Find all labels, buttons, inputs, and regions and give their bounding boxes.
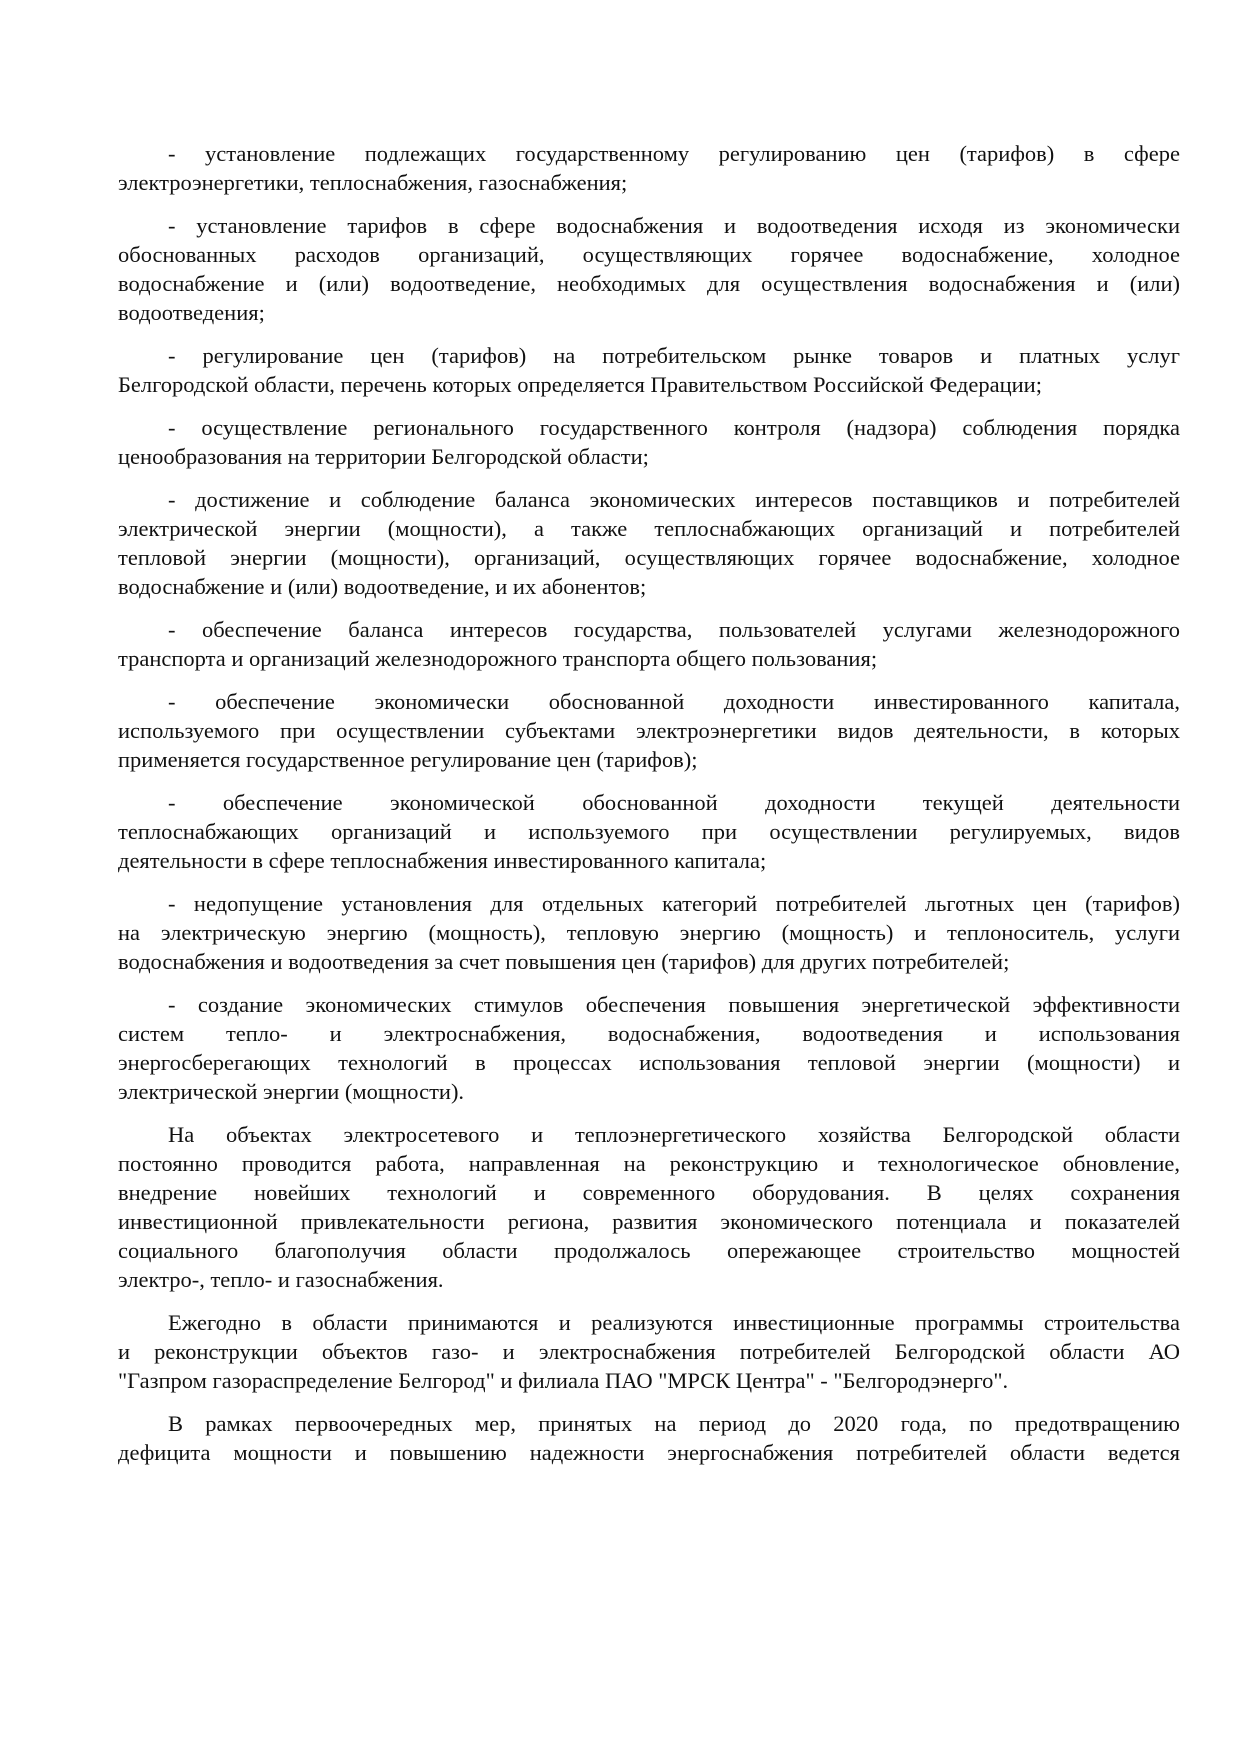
text-line: - обеспечение экономической обоснованной доходности текущей деятельности xyxy=(168,790,1180,815)
paragraph xyxy=(118,413,1180,471)
text-line: Ежегодно в области принимаются и реализуются инвестиционные программы строительства xyxy=(168,1310,1180,1335)
text-line: - установление подлежащих государственному регулированию цен (тарифов) в сфере xyxy=(168,141,1180,166)
text-line: ценообразования на территории Белгородской области; xyxy=(118,444,649,469)
text-line: тепловой энергии (мощности), организаций, осуществляющих горячее водоснабжение, холодное xyxy=(118,545,1180,570)
text-line: применяется государственное регулирование цен (тарифов); xyxy=(118,747,698,772)
text-line: - регулирование цен (тарифов) на потребительском рынке товаров и платных услуг xyxy=(168,343,1180,368)
text-line: - недопущение установления для отдельных категорий потребителей льготных цен (тарифов) xyxy=(168,891,1180,916)
paragraph xyxy=(118,615,1180,673)
text-line: электрической энергии (мощности), а также теплоснабжающих организаций и потребителей xyxy=(118,516,1180,541)
text-line: обоснованных расходов организаций, осуществляющих горячее водоснабжение, холодное xyxy=(118,242,1180,267)
text-line: внедрение новейших технологий и современного оборудования. В целях сохранения xyxy=(118,1180,1180,1205)
paragraph xyxy=(118,485,1180,601)
paragraph xyxy=(118,211,1180,327)
text-line: - установление тарифов в сфере водоснабжения и водоотведения исходя из экономически xyxy=(168,213,1180,238)
text-line: теплоснабжающих организаций и используемого при осуществлении регулируемых, видов xyxy=(118,819,1180,844)
paragraph xyxy=(118,889,1180,976)
text-line: транспорта и организаций железнодорожного транспорта общего пользования; xyxy=(118,646,878,671)
text-line: - обеспечение баланса интересов государства, пользователей услугами железнодорожного xyxy=(168,617,1180,642)
paragraph xyxy=(118,990,1180,1106)
text-line: инвестиционной привлекательности региона, развития экономического потенциала и показателей xyxy=(118,1209,1180,1234)
paragraph xyxy=(118,341,1180,399)
text-line: На объектах электросетевого и теплоэнергетического хозяйства Белгородской области xyxy=(168,1122,1180,1147)
paragraph xyxy=(118,1120,1180,1294)
text-line: - создание экономических стимулов обеспечения повышения энергетической эффективности xyxy=(168,992,1180,1017)
text-line: - осуществление регионального государственного контроля (надзора) соблюдения порядка xyxy=(168,415,1180,440)
paragraph xyxy=(118,687,1180,774)
paragraph xyxy=(118,788,1180,875)
text-line: постоянно проводится работа, направленная на реконструкцию и технологическое обновление, xyxy=(118,1151,1180,1176)
text-line: на электрическую энергию (мощность), тепловую энергию (мощность) и теплоноситель, услуги xyxy=(118,920,1180,945)
text-line: социального благополучия области продолжалось опережающее строительство мощностей xyxy=(118,1238,1180,1263)
paragraph xyxy=(118,139,1180,197)
text-line: электро-, тепло- и газоснабжения. xyxy=(118,1267,444,1292)
text-line: электроэнергетики, теплоснабжения, газоснабжения; xyxy=(118,170,628,195)
text-line: - достижение и соблюдение баланса экономических интересов поставщиков и потребителей xyxy=(168,487,1180,512)
text-line: и реконструкции объектов газо- и электроснабжения потребителей Белгородской области АО xyxy=(118,1339,1180,1364)
paragraph xyxy=(118,1308,1180,1395)
text-line: водоснабжение и (или) водоотведение, и их абонентов; xyxy=(118,574,647,599)
text-line: используемого при осуществлении субъектами электроэнергетики видов деятельности, в которых xyxy=(118,718,1180,743)
text-line: энергосберегающих технологий в процессах использования тепловой энергии (мощности) и xyxy=(118,1050,1180,1075)
text-line: - обеспечение экономически обоснованной доходности инвестированного капитала, xyxy=(168,689,1180,714)
text-line: В рамках первоочередных мер, принятых на период до 2020 года, по предотвращению xyxy=(168,1411,1180,1436)
text-line: водоснабжение и (или) водоотведение, необходимых для осуществления водоснабжения и (или) xyxy=(118,271,1180,296)
text-line: деятельности в сфере теплоснабжения инвестированного капитала; xyxy=(118,848,767,873)
text-line: систем тепло- и электроснабжения, водоснабжения, водоотведения и использования xyxy=(118,1021,1180,1046)
text-line: водоснабжения и водоотведения за счет повышения цен (тарифов) для других потребителей; xyxy=(118,949,1010,974)
text-line: водоотведения; xyxy=(118,300,265,325)
document-page xyxy=(118,139,1180,1481)
paragraph xyxy=(118,1409,1180,1467)
text-line: электрической энергии (мощности). xyxy=(118,1079,465,1104)
text-line: Белгородской области, перечень которых определяется Правительством Российской Федерации; xyxy=(118,372,1042,397)
text-line: дефицита мощности и повышению надежности энергоснабжения потребителей области ведется xyxy=(118,1440,1180,1465)
text-line: "Газпром газораспределение Белгород" и филиала ПАО "МРСК Центра" - "Белгородэнерго". xyxy=(118,1368,1009,1393)
